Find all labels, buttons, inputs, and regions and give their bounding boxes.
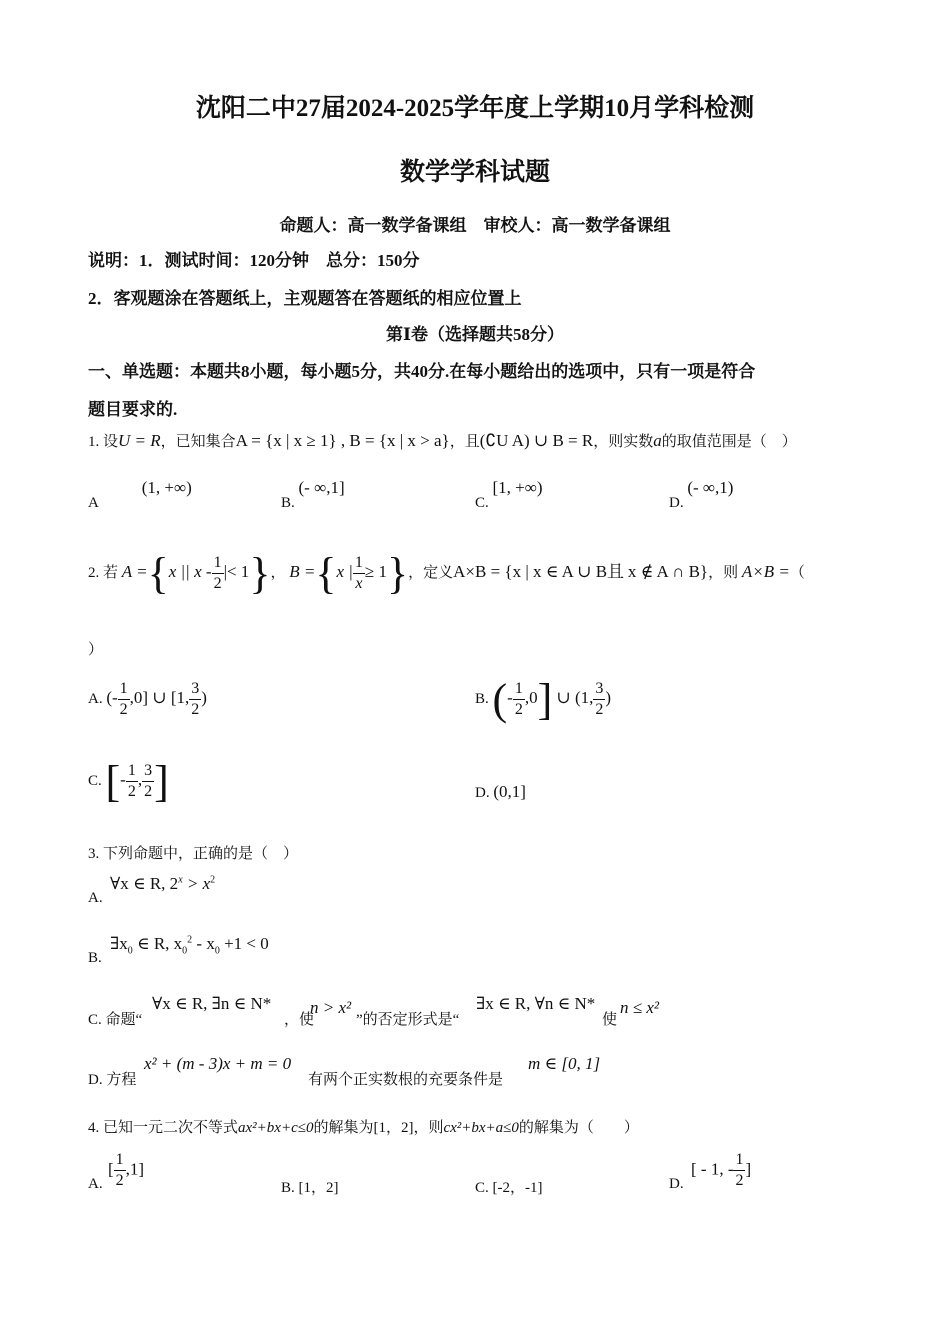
q3-option-b-rest: - x bbox=[192, 934, 215, 953]
note-time: 说明：1．测试时间：120分钟 总分：150分 bbox=[88, 251, 420, 270]
question-2 bbox=[88, 550, 805, 596]
q2-set-a-tail: |< 1 bbox=[223, 562, 250, 581]
q2-option-b-half-den: 2 bbox=[514, 701, 523, 719]
q3-option-b-sub: 0 bbox=[127, 945, 133, 957]
q4-option-d-label: D. bbox=[669, 1176, 684, 1192]
q1-option-a[interactable] bbox=[88, 478, 192, 512]
q2-option-c-three-half bbox=[142, 761, 154, 802]
q1-option-c-label: C. bbox=[475, 495, 489, 511]
q2-option-b-close: ) bbox=[605, 688, 612, 707]
q4-option-c[interactable] bbox=[475, 1176, 543, 1197]
q4-stem-mid: 的解集为[1，2]，则 bbox=[313, 1120, 444, 1136]
q3-option-b-sup2: 2 bbox=[187, 934, 193, 946]
q1-option-b-label: B. bbox=[281, 495, 295, 511]
q2-option-a-three-half bbox=[189, 679, 201, 720]
page-subtitle: 数学学科试题 bbox=[399, 159, 550, 186]
q4-stem-end: 的解集为（ ） bbox=[518, 1120, 639, 1136]
q4-option-d-end: ] bbox=[745, 1159, 752, 1179]
q3-option-c-formula3: ∃x ∈ R, ∀n ∈ N* bbox=[476, 994, 596, 1013]
q2-option-a-mid: ,0] ∪ [1, bbox=[129, 688, 190, 707]
q1-and: ，且 bbox=[449, 434, 480, 450]
q2-option-b-half bbox=[513, 679, 525, 720]
q1-prefix: 1. 设 bbox=[88, 434, 119, 450]
q2-brace-close: } bbox=[249, 548, 271, 598]
q1-option-c[interactable] bbox=[475, 478, 543, 512]
section-heading-line1: 一、单选题：本题共8小题，每小题5分，共40分.在每小题给出的选项中，只有一项是符合 bbox=[88, 362, 756, 381]
q4-option-b-label: B. bbox=[281, 1180, 295, 1196]
q2-option-b-bracket-close: ] bbox=[537, 674, 553, 724]
q3-option-a-rest: > x bbox=[182, 874, 211, 893]
q2-paren-close: ） bbox=[88, 642, 104, 658]
q3-option-a-sup2: 2 bbox=[210, 874, 216, 886]
q2-definition-2: x ∉ A ∩ B} bbox=[627, 562, 709, 581]
q4-option-c-label: C. bbox=[475, 1180, 489, 1196]
q3-option-c-label: C. 命题“ bbox=[88, 1012, 143, 1028]
q2-define: ，定义 bbox=[408, 565, 454, 581]
part-heading: 第Ⅰ卷（选择题共58分） bbox=[386, 325, 564, 344]
q1-option-b[interactable] bbox=[281, 478, 345, 512]
q3-option-a-formula: ∀x ∈ R, 2 bbox=[110, 874, 179, 893]
q2-option-c-3half-num: 3 bbox=[142, 761, 154, 782]
q2-then: ，则 bbox=[708, 565, 739, 581]
q1-option-d-value: (- ∞,1) bbox=[687, 478, 734, 497]
q2-option-c-pre: - bbox=[120, 770, 126, 789]
q3-option-b-formula: ∃x bbox=[110, 934, 128, 953]
q2-option-a-half bbox=[118, 679, 130, 720]
q2-option-b-3half-den: 2 bbox=[595, 701, 604, 719]
authors: 命题人：高一数学备课组 审校人：高一数学备课组 bbox=[279, 216, 671, 235]
q2-option-c-mid: , bbox=[137, 770, 143, 789]
q4-stem-pre: 4. 已知一元二次不等式 bbox=[88, 1120, 239, 1136]
q3-option-c-formula1: ∀x ∈ R, ∃n ∈ N* bbox=[152, 994, 272, 1013]
q1-text: ，已知集合 bbox=[160, 434, 236, 450]
q2-option-b-half-num: 1 bbox=[513, 679, 525, 700]
q3-option-a-sup: x bbox=[178, 874, 183, 886]
q1-option-a-label: A bbox=[88, 495, 99, 511]
q3-option-d-formula1: x² + (m - 3)x + m = 0 bbox=[144, 1054, 292, 1073]
q2-set-a-body: x || x - bbox=[168, 562, 212, 581]
q2-set-b-name: B = bbox=[289, 562, 316, 581]
q3-option-b-sub3: 0 bbox=[214, 945, 220, 957]
q3-option-c-text2: ”的否定形式是“ bbox=[356, 1012, 460, 1028]
page-title: 沈阳二中27届2024-2025学年度上学期10月学科检测 bbox=[195, 95, 755, 122]
q4-option-b[interactable] bbox=[281, 1176, 339, 1197]
q2-one-over-x-num: 1 bbox=[353, 553, 365, 574]
q2-prefix: 2. 若 bbox=[88, 565, 119, 581]
q4-option-a-half bbox=[114, 1150, 126, 1191]
q2-half-den: 2 bbox=[213, 575, 222, 593]
q2-option-c-half-den: 2 bbox=[127, 783, 136, 801]
q1-end: 的取值范围是（ ） bbox=[661, 434, 797, 450]
question-1 bbox=[88, 430, 797, 451]
q1-option-c-value: [1, +∞) bbox=[492, 478, 543, 497]
q3-option-c-formula4: n ≤ x² bbox=[620, 998, 659, 1017]
q2-option-a-label: A. bbox=[88, 691, 103, 707]
q2-half-num: 1 bbox=[212, 553, 224, 574]
q2-option-b-bracket-open: ( bbox=[492, 674, 508, 724]
q1-sets: A = {x | x ≥ 1} , B = {x | x > a} bbox=[235, 431, 450, 450]
q2-option-d-label: D. bbox=[475, 785, 490, 801]
q2-option-b-three-half bbox=[593, 679, 605, 720]
q4-option-a-half-num: 1 bbox=[114, 1150, 126, 1171]
q2-option-d-value: (0,1] bbox=[493, 782, 526, 801]
q2-option-a-end: ) bbox=[201, 688, 207, 707]
q2-option-c-label: C. bbox=[88, 773, 102, 789]
q4-option-d-half bbox=[733, 1150, 745, 1191]
q4-option-b-value: [1，2] bbox=[298, 1180, 339, 1196]
q2-option-b-3half-num: 3 bbox=[593, 679, 605, 700]
q4-option-a-pre: [ bbox=[108, 1159, 114, 1179]
q2-option-a[interactable] bbox=[88, 676, 207, 721]
q2-option-c-half-num: 1 bbox=[126, 761, 138, 782]
q2-option-a-half-num: 1 bbox=[118, 679, 130, 700]
q2-option-a-pre: (- bbox=[106, 688, 118, 707]
q4-option-d-half-den: 2 bbox=[735, 1172, 744, 1189]
q1-condition: (∁U A) ∪ B = R bbox=[479, 431, 594, 450]
q3-option-d-formula2: m ∈ [0, 1] bbox=[528, 1054, 601, 1073]
q4-option-a-half-den: 2 bbox=[115, 1172, 124, 1189]
q4-option-d-pre: [ - 1, - bbox=[691, 1159, 734, 1179]
q3-option-b-label: B. bbox=[88, 950, 102, 966]
q4-stem-formula2: cx²+bx+a≤0 bbox=[443, 1120, 519, 1136]
q3-option-d-text1: 有两个正实数根的充要条件是 bbox=[308, 1072, 504, 1088]
q2-option-d[interactable] bbox=[475, 782, 526, 802]
q3-option-c-text3: 使 bbox=[602, 1012, 618, 1028]
q4-stem-formula1: ax²+bx+c≤0 bbox=[238, 1120, 314, 1136]
q3-option-a-label: A. bbox=[88, 890, 103, 906]
q2-brace-open: { bbox=[147, 548, 169, 598]
q2-one-over-x-den: x bbox=[355, 575, 363, 593]
q2-option-a-3half-num: 3 bbox=[189, 679, 201, 700]
q1-option-d-label: D. bbox=[669, 495, 684, 511]
q3-option-d-label: D. 方程 bbox=[88, 1072, 137, 1088]
q2-paren-open: （ bbox=[789, 565, 805, 581]
q3-option-b-end: +1 < 0 bbox=[219, 934, 269, 953]
q4-option-d-half-num: 1 bbox=[733, 1150, 745, 1171]
q2-comma: ， bbox=[270, 565, 286, 581]
q1-option-a-value: (1, +∞) bbox=[141, 478, 192, 497]
q2-brace-close-b: } bbox=[387, 548, 409, 598]
q2-result: A×B = bbox=[741, 562, 790, 581]
q1-option-b-value: (- ∞,1] bbox=[298, 478, 345, 497]
q2-option-c-3half-den: 2 bbox=[144, 783, 153, 801]
q2-set-b-tail: ≥ 1 bbox=[364, 562, 387, 581]
q2-option-c-half bbox=[126, 761, 138, 802]
q2-option-a-3half-den: 2 bbox=[191, 701, 200, 719]
q3-option-c-text1: ，使 bbox=[284, 1012, 315, 1028]
q2-half bbox=[212, 553, 224, 594]
q4-option-c-value: [-2，-1] bbox=[492, 1180, 543, 1196]
q2-option-b-mid: ,0 bbox=[524, 688, 538, 707]
question-3: 3. 下列命题中，正确的是（ ） bbox=[88, 846, 299, 862]
q3-option-b-mid: ∈ R, x bbox=[132, 934, 183, 953]
q3-option-c-formula2: n > x² bbox=[310, 998, 352, 1017]
q2-option-a-half-den: 2 bbox=[119, 701, 128, 719]
q2-definition: A×B = {x | x ∈ A ∪ B且 bbox=[453, 562, 625, 581]
q2-set-a-name: A = bbox=[121, 562, 148, 581]
q1-universal-set: U = R bbox=[118, 431, 161, 450]
q4-option-a-label: A. bbox=[88, 1176, 103, 1192]
q2-option-c[interactable] bbox=[88, 758, 169, 804]
q2-brace-open-b: { bbox=[315, 548, 337, 598]
q3-option-b-sub2: 0 bbox=[182, 945, 188, 957]
question-4 bbox=[88, 1116, 639, 1137]
q1-var: a bbox=[653, 431, 662, 450]
q2-set-b-body: x | bbox=[336, 562, 353, 581]
q2-option-c-bracket-open: [ bbox=[105, 756, 121, 806]
q1-option-d[interactable] bbox=[669, 478, 734, 512]
q2-option-b-end: ∪ (1, bbox=[552, 688, 594, 707]
section-heading-line2: 题目要求的. bbox=[88, 400, 178, 419]
q4-option-a-end: ,1] bbox=[125, 1159, 145, 1179]
q2-option-c-bracket-close: ] bbox=[154, 756, 169, 806]
q2-option-b-label: B. bbox=[475, 691, 489, 707]
q2-option-b-pre: - bbox=[507, 688, 513, 707]
q1-suffix: ，则实数 bbox=[593, 434, 654, 450]
note-answer: 2．客观题涂在答题纸上，主观题答在答题纸的相应位置上 bbox=[88, 289, 522, 308]
q2-one-over-x bbox=[353, 553, 365, 594]
q2-option-b[interactable] bbox=[475, 676, 611, 722]
